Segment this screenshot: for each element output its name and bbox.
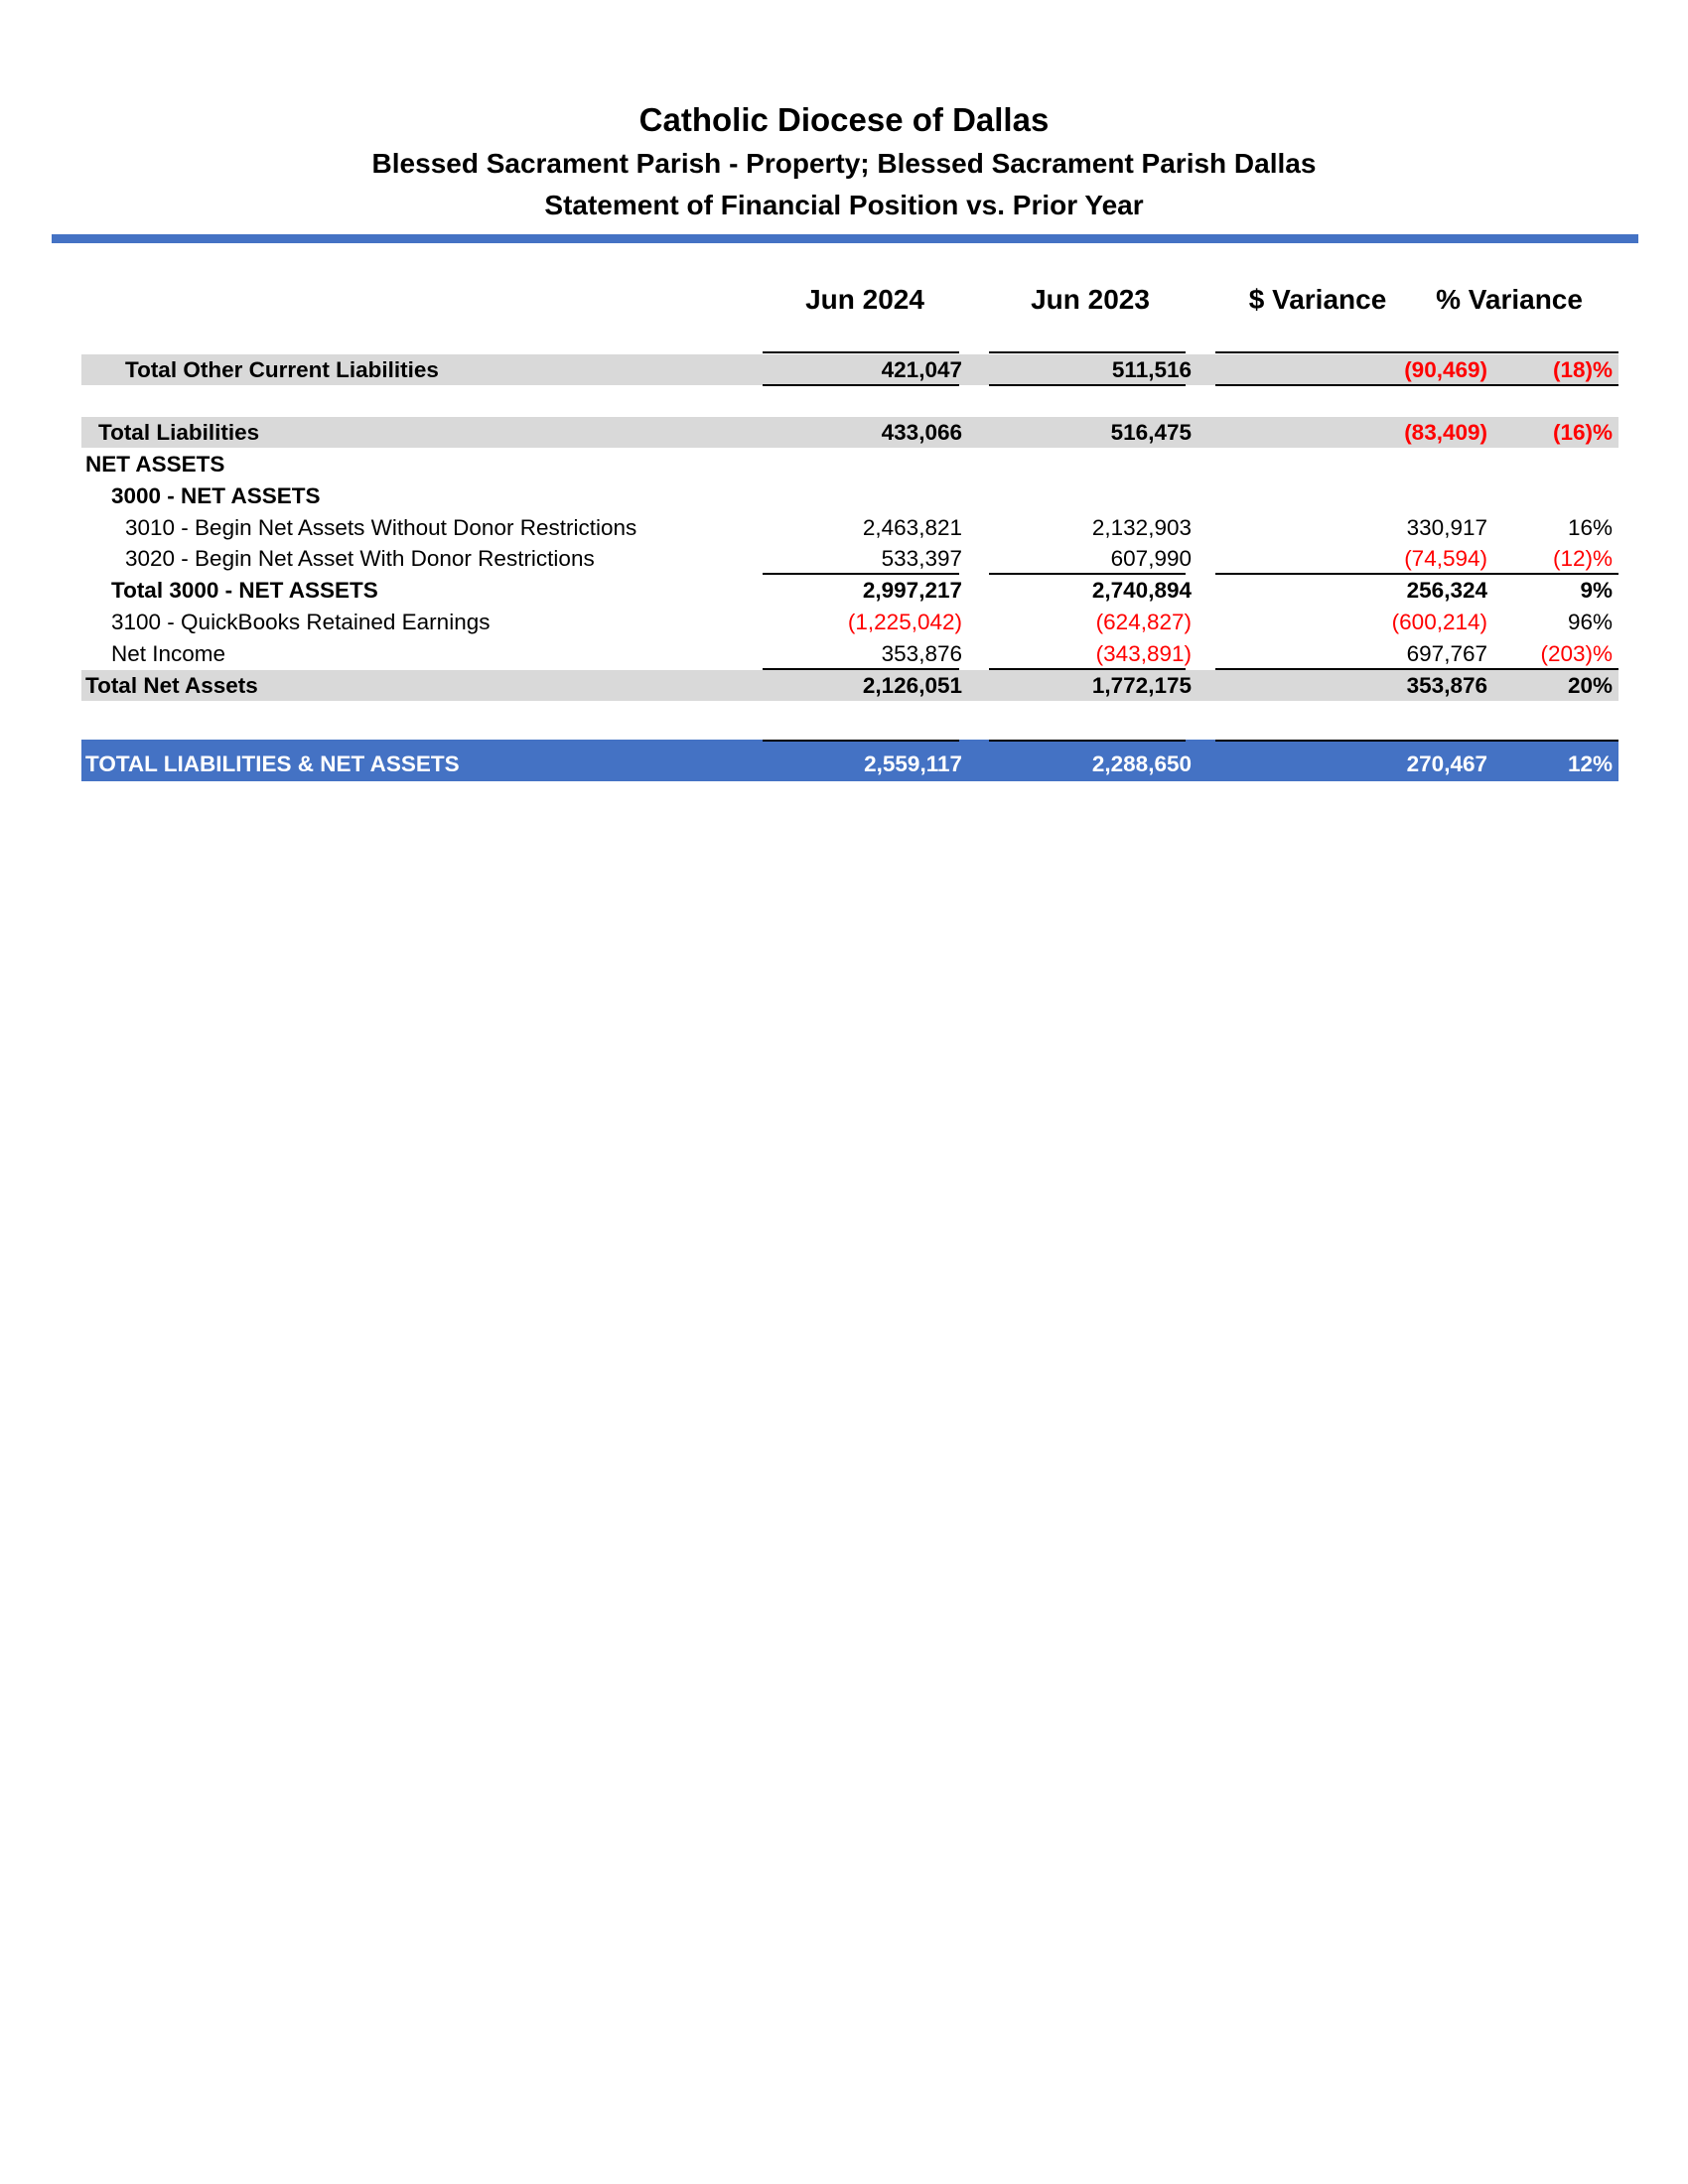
- row-label: Total 3000 - NET ASSETS: [111, 578, 378, 603]
- column-header-dollar-variance: $ Variance: [1248, 284, 1387, 315]
- value-jun-2023: 2,132,903: [1091, 515, 1192, 540]
- value-dollar-variance: 697,767: [1406, 641, 1487, 666]
- row-total-net-assets: [81, 670, 1618, 701]
- value-dollar-variance: (600,214): [1391, 610, 1487, 634]
- value-jun-2024: 353,876: [881, 641, 962, 666]
- value-jun-2024: 2,126,051: [862, 673, 962, 698]
- entity-subtitle: Blessed Sacrament Parish - Property; Blessed Sacrament Parish Dallas: [371, 148, 1317, 179]
- row-3100: [81, 607, 1618, 637]
- row-label: 3100 - QuickBooks Retained Earnings: [111, 610, 491, 634]
- row-label: 3020 - Begin Net Asset With Donor Restrictions: [125, 546, 595, 571]
- value-dollar-variance: (90,469): [1404, 357, 1487, 382]
- rule: [1215, 740, 1618, 742]
- row-total-liabilities-net-assets: [81, 740, 1618, 781]
- rule: [989, 351, 1186, 353]
- value-percent-variance: 9%: [1580, 578, 1613, 603]
- row-total-liabilities: [81, 417, 1618, 448]
- column-header-percent-variance: % Variance: [1436, 284, 1583, 315]
- value-jun-2024: 2,997,217: [862, 578, 962, 603]
- section-label: NET ASSETS: [85, 452, 225, 477]
- column-header-jun-2024: Jun 2024: [805, 284, 924, 315]
- value-jun-2023: (624,827): [1095, 610, 1192, 634]
- value-jun-2024: 533,397: [881, 546, 962, 571]
- value-percent-variance: (16)%: [1552, 420, 1613, 445]
- report-name: Statement of Financial Position vs. Prior Year: [544, 190, 1144, 220]
- value-jun-2024: 2,559,117: [864, 751, 962, 776]
- row-label: Total Net Assets: [85, 673, 258, 698]
- value-jun-2023: 511,516: [1111, 357, 1192, 382]
- column-headers: [0, 284, 1688, 324]
- value-dollar-variance: 256,324: [1406, 578, 1487, 603]
- rule: [989, 384, 1186, 386]
- value-jun-2024: (1,225,042): [847, 610, 962, 634]
- value-percent-variance: 20%: [1567, 673, 1613, 698]
- row-3020: [81, 543, 1618, 574]
- rule: [989, 740, 1186, 742]
- value-percent-variance: 96%: [1567, 610, 1613, 634]
- value-percent-variance: (203)%: [1540, 641, 1613, 666]
- value-jun-2023: 1,772,175: [1091, 673, 1192, 698]
- value-dollar-variance: 270,467: [1406, 751, 1487, 776]
- row-net-income: [81, 638, 1618, 669]
- value-jun-2023: 2,288,650: [1091, 751, 1192, 776]
- value-jun-2023: 516,475: [1110, 420, 1192, 445]
- value-jun-2024: 2,463,821: [862, 515, 962, 540]
- row-label: Total Liabilities: [98, 420, 260, 445]
- report-header: [0, 97, 1688, 226]
- rule: [763, 740, 959, 742]
- row-label: Net Income: [111, 641, 226, 666]
- column-header-jun-2023: Jun 2023: [1031, 284, 1150, 315]
- value-jun-2023: (343,891): [1095, 641, 1192, 666]
- rule: [763, 384, 959, 386]
- organization-title: Catholic Diocese of Dallas: [638, 101, 1050, 138]
- value-jun-2024: 433,066: [881, 420, 962, 445]
- value-jun-2023: 607,990: [1110, 546, 1192, 571]
- rule: [1215, 384, 1618, 386]
- value-percent-variance: 12%: [1567, 751, 1613, 776]
- header-rule: [52, 234, 1638, 243]
- rule: [763, 351, 959, 353]
- row-3010: [81, 512, 1618, 543]
- value-percent-variance: (12)%: [1552, 546, 1613, 571]
- value-dollar-variance: 330,917: [1406, 515, 1487, 540]
- row-total-3000: [81, 575, 1618, 606]
- row-label: TOTAL LIABILITIES & NET ASSETS: [85, 751, 460, 776]
- value-dollar-variance: (74,594): [1404, 546, 1487, 571]
- value-jun-2023: 2,740,894: [1091, 578, 1192, 603]
- row-label: 3010 - Begin Net Assets Without Donor Restrictions: [125, 515, 637, 540]
- rule: [1215, 351, 1618, 353]
- value-dollar-variance: 353,876: [1406, 673, 1487, 698]
- row-net-assets-header: [81, 449, 1618, 479]
- row-total-other-current-liabilities: [81, 354, 1618, 385]
- value-percent-variance: 16%: [1567, 515, 1613, 540]
- row-label: Total Other Current Liabilities: [125, 357, 439, 382]
- value-dollar-variance: (83,409): [1404, 420, 1487, 445]
- value-jun-2024: 421,047: [881, 357, 962, 382]
- value-percent-variance: (18)%: [1552, 357, 1613, 382]
- section-label: 3000 - NET ASSETS: [111, 483, 321, 508]
- row-3000-net-assets-header: [81, 480, 1618, 511]
